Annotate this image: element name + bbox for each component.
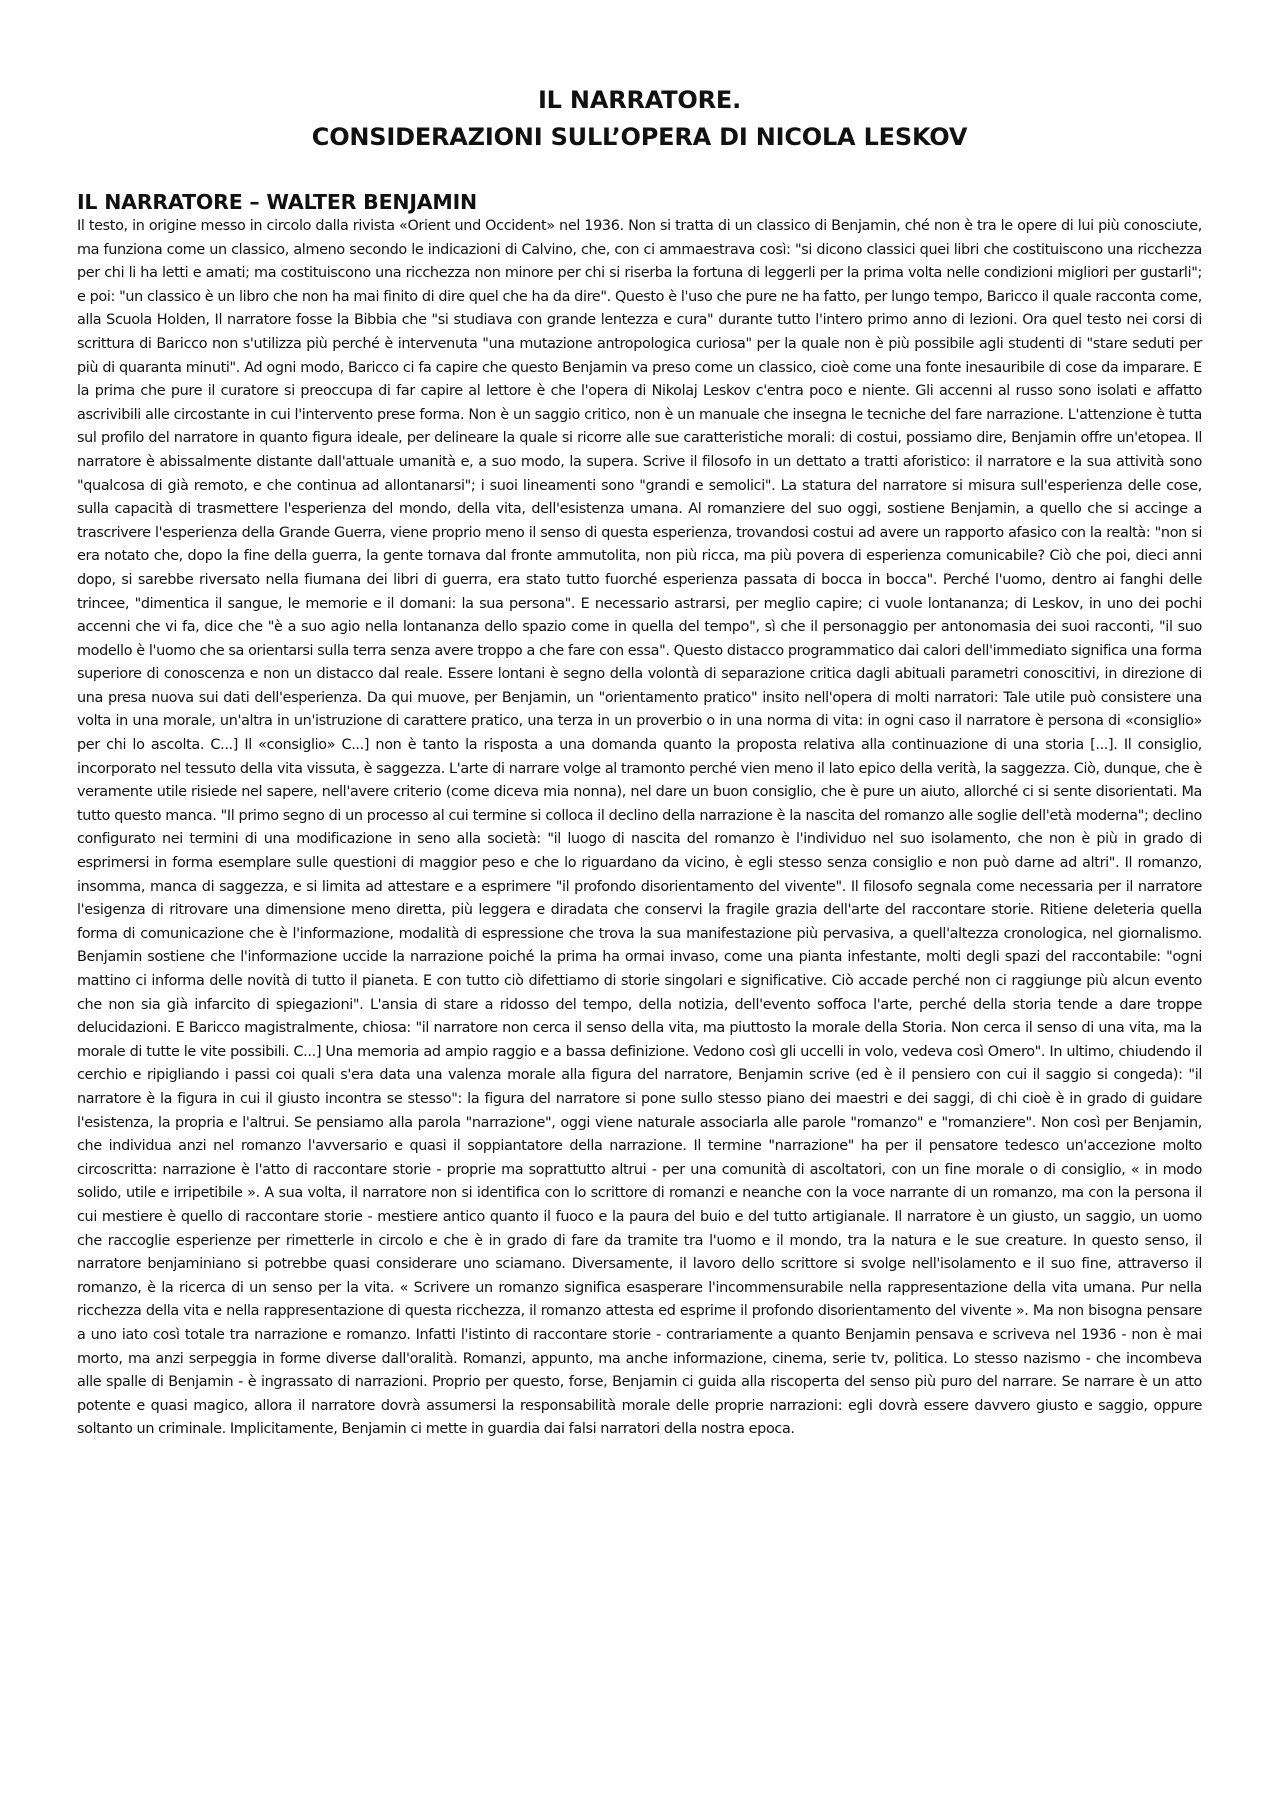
title-line-2: CONSIDERAZIONI SULL’OPERA DI NICOLA LESKOV xyxy=(311,123,968,151)
document-page xyxy=(77,82,1202,1442)
section-heading: IL NARRATORE – WALTER BENJAMIN xyxy=(77,190,478,214)
title-line-1: IL NARRATORE. xyxy=(537,86,742,114)
body-paragraph: Il testo, in origine messo in circolo dalla rivista «Orient und Occident» nel 1936. Non si tratta di un classico di Benjamin, ché non è tra le opere di lui più conosciute, ma funziona come un classico, almeno secondo le indicazioni di Calvino, che, con ci ammaestrava così: "si dicono classici quei libri che costituiscono una ricchezza per chi li ha letti e amati; ma costituiscono una ricchezza non minore per chi si riserba la fortuna di leggerli per la prima volta nelle condizioni migliori per gustarli"; e poi: "un classico è un libro che non ha mai finito di dire quel che ha da dire". Questo è l'uso che pure ne ha fatto, per lungo tempo, Baricco il quale racconta come, alla Scuola Holden, Il narratore fosse la Bibbia che "si studiava con grande lentezza e cura" durante tutto l'intero primo anno di lezioni. Ora quel testo nei corsi di scrittura di Baricco non s'utilizza più perché è intervenuta "una mutazione antropologica curiosa" per la quale non è più possibile agli studenti di "stare seduti per più di quaranta minuti". Ad ogni modo, Baricco ci fa capire che questo Benjamin va preso come un classico, cioè come una fonte inesauribile di cose da imparare. E la prima che pure il curatore si preoccupa di far capire al lettore è che l'opera di Nikolaj Leskov c'entra poco e niente. Gli accenni al russo sono isolati e affatto ascrivibili alle circostante in cui l'intervento prese forma. Non è un saggio critico, non è un manuale che insegna le tecniche del fare narrazione. L'attenzione è tutta sul profilo del narratore in quanto figura ideale, per delineare la quale si ricorre alle sue caratteristiche morali: di costui, possiamo dire, Benjamin offre un'etopea. Il narratore è abissalmente distante dall'attuale umanità e, a suo modo, la supera. Scrive il filosofo in un dettato a tratti aforistico: il narratore e la sua attività sono "qualcosa di già remoto, e che continua ad allontanarsi"; i suoi lineamenti sono "grandi e semolici". La statura del narratore si misura sull'esperienza delle cose, sulla capacità di trasmettere l'esperienza del mondo, della vita, dell'esistenza umana. Al romanziere del suo oggi, sostiene Benjamin, a quello che si accinge a trascrivere l'esperienza della Grande Guerra, viene proprio meno il senso di questa esperienza, trovandosi costui ad avere un rapporto afasico con la realtà: "non si era notato che, dopo la fine della guerra, la gente tornava dal fronte ammutolita, non più ricca, ma più povera di esperienza comunicabile? Ciò che poi, dieci anni dopo, si sarebbe riversato nella fiumana dei libri di guerra, era stato tutto fuorché esperienza passata di bocca in bocca". Perché l'uomo, dentro ai fanghi delle trincee, "dimentica il sangue, le memorie e il domani: la sua persona". E necessario astrarsi, per meglio capire; ci vuole lontananza; di Leskov, in uno dei pochi accenni che vi fa, dice che "è a suo agio nella lontananza dello spazio come in quella del tempo", sì che il personaggio per antonomasia dei suoi racconti, "il suo modello è l'uomo che sa orientarsi sulla terra senza avere troppo a che fare con essa". Questo distacco programmatico dai calori dell'immediato significa una forma superiore di conoscenza e non un distacco dal reale. Essere lontani è segno della volontà di separazione critica dagli abituali parametri conoscitivi, in direzione di una presa nuova sui dati dell'esperienza. Da qui muove, per Benjamin, un "orientamento pratico" insito nell'opera di molti narratori: Tale utile può consistere una volta in una morale, un'altra in un'istruzione di carattere pratico, una terza in un proverbio o in una norma di vita: in ogni caso il narratore è persona di «consiglio» per chi lo ascolta. C...] Il «consiglio» C...] non è tanto la risposta a una domanda quanto la proposta relativa alla continuazione di una storia [...]. Il consiglio, incorporato nel tessuto della vita vissuta, è saggezza. L'arte di narrare volge al tramonto perché vien meno il lato epico della verità, la saggezza. Ciò, dunque, che è veramente utile risiede nel sapere, nell'avere criterio (come diceva mia nonna), nel dare un buon consiglio, che è pure un aiuto, allorché ci si sente disorientati. Ma tutto questo manca. "Il primo segno di un processo al cui termine si colloca il declino della narrazione è la nascita del romanzo alle soglie dell'età moderna"; declino configurato nei termini di una modificazione in seno alla società: "il luogo di nascita del romanzo è l'individuo nel suo isolamento, che non è più in grado di esprimersi in forma esemplare sulle questioni di maggior peso e che lo riguardano da vicino, è egli stesso senza consiglio e non può darne ad altri". Il romanzo, insomma, manca di saggezza, e si limita ad attestare e a esprimere "il profondo disorientamento del vivente". Il filosofo segnala come necessaria per il narratore l'esigenza di ritrovare una dimensione meno diretta, più leggera e diradata che conservi la fragile grazia dell'arte del raccontare storie. Ritiene deleteria quella forma di comunicazione che è l'informazione, modalità di espressione che trova la sua manifestazione più pervasiva, a quell'altezza cronologica, nel giornalismo. Benjamin sostiene che l'informazione uccide la narrazione poiché la prima ha ormai invaso, come una pianta infestante, molti degli spazi del raccontabile: "ogni mattino ci informa delle novità di tutto il pianeta. E con tutto ciò difettiamo di storie singolari e significative. Ciò accade perché non ci raggiunge più alcun evento che non sia già infarcito di spiegazioni". L'ansia di stare a ridosso del tempo, della notizia, dell'evento soffoca l'arte, perché della storia tende a dare troppe delucidazioni. E Baricco magistralmente, chiosa: "il narratore non cerca il senso della vita, ma piuttosto la morale della Storia. Non cerca il senso di una vita, ma la morale di tutte le vite possibili. C...] Una memoria ad ampio raggio e a bassa definizione. Vedono così gli uccelli in volo, vedeva così Omero". In ultimo, chiudendo il cerchio e ripigliando i passi coi quali s'era data una valenza morale alla figura del narratore, Benjamin scrive (ed è il pensiero con cui il saggio si congeda): "il narratore è la figura in cui il giusto incontra se stesso": la figura del narratore si pone sullo stesso piano dei maestri e dei saggi, di chi cioè è in grado di guidare l'esistenza, la propria e l'altrui. Se pensiamo alla parola "narrazione", oggi viene naturale associarla alle parole "romanzo" e "romanziere". Non così per Benjamin, che individua anzi nel romanzo l'avversario e quasi il soppiantatore della narrazione. Il termine "narrazione" ha per il pensatore tedesco un'accezione molto circoscritta: narrazione è l'atto di raccontare storie - proprie ma soprattutto altrui - per una comunità di ascoltatori, con un fine morale o di consiglio, « in modo solido, utile e irripetibile ». A sua volta, il narratore non si identifica con lo scrittore di romanzi e neanche con la voce narrante di un romanzo, ma con la persona il cui mestiere è quello di raccontare storie - mestiere antico quanto il fuoco e la paura del buio e del tutto artigianale. Il narratore è un giusto, un saggio, un uomo che raccoglie esperienze per rimetterle in circolo e che è in grado di fare da tramite tra l'uomo e il mondo, tra la natura e le sue creature. In questo senso, il narratore benjaminiano si potrebbe quasi considerare uno sciamano. Diversamente, il lavoro dello scrittore si svolge nell'isolamento e il suo fine, attraverso il romanzo, è la ricerca di un senso per la vita. « Scrivere un romanzo significa esasperare l'incommensurabile nella rappresentazione della vita umana. Pur nella ricchezza della vita e nella rappresentazione di questa ricchezza, il romanzo attesta ed esprime il profondo disorientamento del vivente ». Ma non bisogna pensare a uno iato così totale tra narrazione e romanzo. Infatti l'istinto di raccontare storie - contrariamente a quanto Benjamin pensava e scriveva nel 1936 - non è mai morto, ma anzi serpeggia in forme diverse dall'oralità. Romanzi, appunto, ma anche informazione, cinema, serie tv, politica. Lo stesso nazismo - che incombeva alle spalle di Benjamin - è ingrassato di narrazioni. Proprio per questo, forse, Benjamin ci guida alla riscoperta del senso più puro del narrare. Se narrare è un atto potente e quasi magico, allora il narratore dovrà assumersi la responsabilità morale delle proprie narrazioni: egli dovrà essere davvero giusto e saggio, oppure soltanto un criminale. Implicitamente, Benjamin ci mette in guardia dai falsi narratori della nostra epoca. xyxy=(77,218,1202,1438)
document-title xyxy=(77,82,1202,156)
